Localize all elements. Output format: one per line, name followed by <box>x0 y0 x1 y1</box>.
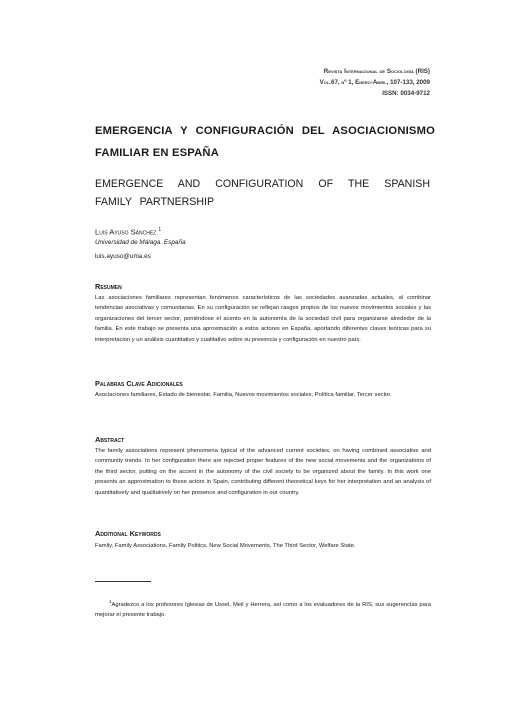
resumen-heading: Resumen <box>95 282 122 291</box>
article-subtitle: EMERGENCE AND CONFIGURATION OF THE SPANISH FAMILY PARTNERSHIP <box>95 178 430 208</box>
author-affiliation: Universidad de Málaga. España <box>95 239 186 246</box>
author-email: luis.ayuso@uma.es <box>95 253 151 260</box>
author-footnote-mark: 1 <box>158 227 162 233</box>
article-title: EMERGENCIA Y CONFIGURACIÓN DEL ASOCIACIONISMO FAMILIAR EN ESPAÑA <box>95 125 435 159</box>
footnote-divider <box>95 581 151 582</box>
palabras-clave-heading: Palabras Clave Adicionales <box>95 379 183 388</box>
footnote <box>95 597 431 621</box>
additional-keywords-heading: Additional Keywords <box>95 529 161 538</box>
abstract-text: The family associations represent phenomena typical of the advanced current societies, on having combined associative and community trends. In her configuration there are rejected proper features of the new social movements and the organizations of the third sector, putting on the accent in the autonomy of the civil society to be organized about the family. In this work one presents an approximation to these actors in Spain, contributing different theoretical keys for her interpretation and an analysis of quantitatively and qualitatively on her presence and configuration in our country. <box>95 448 431 496</box>
journal-name: Revista Internacional de Sociología (RIS) <box>323 68 430 75</box>
resumen-text: Las asociaciones familiares representan fenómenos característicos de las sociedades avanzadas actuales, al combinar tendencias asociativas y comunitarias. En su configuración se reflejan rasgos propios de los nuevos movimientos sociales y las organizaciones del tercer sector, poniéndose el acento en la autonomía de la sociedad civil para organizarse alrededor de la familia. En este trabajo se presenta una aproximación a estos actores en España, aportando diferentes claves teóricas para su interpretación y un análisis cuantitativo y cualitativo sobre su presencia y configuración en nuestro país. <box>95 295 431 343</box>
author-name: Luis Ayuso Sánchez <box>95 227 157 237</box>
journal-issn: ISSN: 0034-9712 <box>382 90 430 97</box>
abstract-heading: Abstract <box>95 435 125 444</box>
additional-keywords-text: Family, Family Associations, Family Politics, New Social Movements, The Third Sector, Welfare State. <box>95 543 356 549</box>
footnote-text: Agradezco a los profesores Iglesias de Ussel, Meil y Herrera, así como a los evaluadores de la RIS, sus sugerencias para mejorar el presente trabajo. <box>95 601 431 619</box>
palabras-clave-text: Asociaciones familiares, Estado de bienestar, Familia, Nuevos movimientos sociales, Política familiar, Tercer sector. <box>95 392 392 398</box>
journal-header <box>320 66 430 99</box>
footnote-mark: 1 <box>109 599 112 604</box>
journal-volume: Vol.67, nº 1, Enero-Abril, 107-133, 2009 <box>319 79 430 86</box>
